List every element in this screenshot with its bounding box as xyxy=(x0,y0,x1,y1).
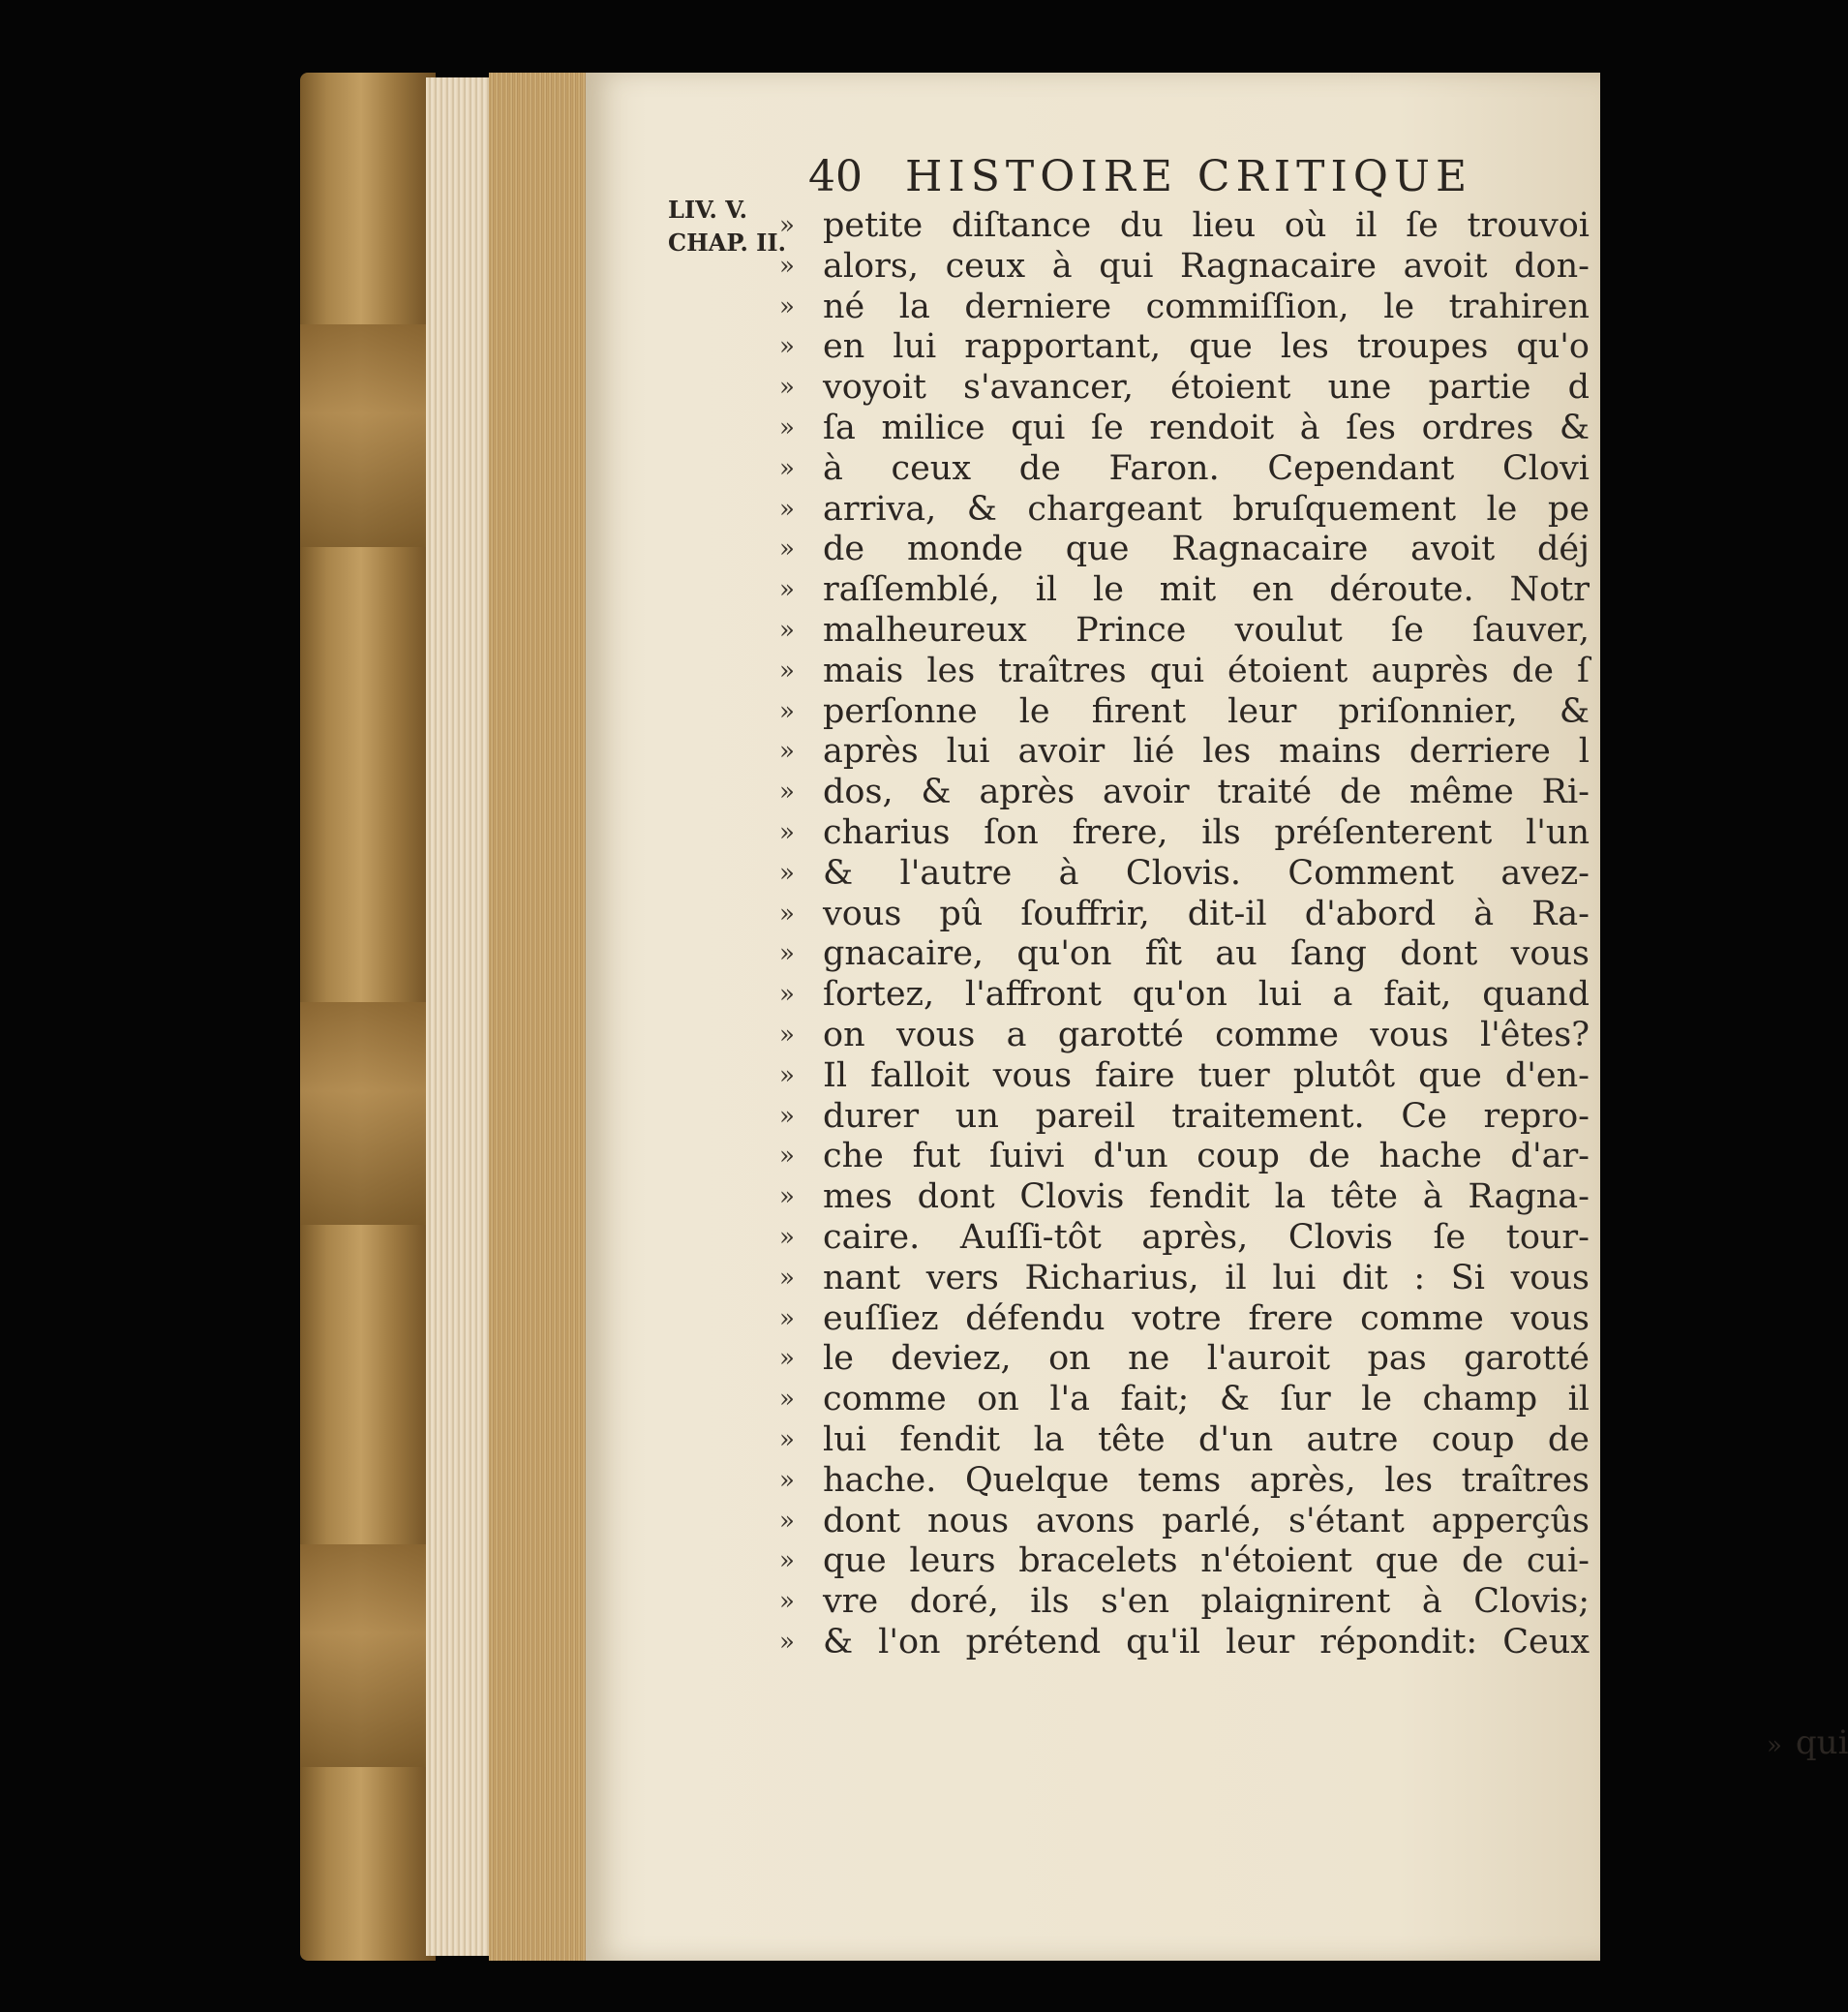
quote-mark: » xyxy=(779,1506,795,1536)
text-line xyxy=(779,652,1592,692)
line-text: alors, ceux à qui Ragnacaire avoit don- xyxy=(823,246,1590,286)
text-line xyxy=(779,1339,1592,1380)
quote-mark: » xyxy=(779,1222,795,1252)
line-text: hache. Quelque tems après, les traîtres xyxy=(823,1460,1590,1500)
cover-leather-strip xyxy=(300,1002,436,1225)
line-text: on vous a garotté comme vous l'êtes? xyxy=(823,1015,1590,1054)
page-fore-edge xyxy=(426,77,489,1956)
text-line xyxy=(779,1137,1592,1177)
line-text: vous pû ſouffrir, dit-il d'abord à Ra- xyxy=(823,894,1590,933)
quote-mark: » xyxy=(779,1303,795,1333)
text-line xyxy=(779,449,1592,490)
quote-mark: » xyxy=(779,939,795,969)
quote-mark: » xyxy=(779,291,795,321)
line-text: que leurs bracelets n'étoient que de cui- xyxy=(823,1541,1590,1581)
text-line xyxy=(779,247,1592,288)
page-number: 40 xyxy=(808,152,863,201)
line-text: nant vers Richarius, il lui dit : Si vous xyxy=(823,1258,1590,1297)
text-line xyxy=(779,530,1592,570)
page-stack xyxy=(489,73,595,1961)
text-line xyxy=(779,368,1592,409)
quote-mark: » xyxy=(779,575,795,605)
quote-mark: » xyxy=(779,858,795,888)
book-page xyxy=(586,73,1848,1961)
quote-mark: » xyxy=(779,1587,795,1617)
text-line xyxy=(779,288,1592,328)
open-book xyxy=(300,73,1848,1961)
text-line xyxy=(779,1299,1592,1340)
text-line xyxy=(779,206,1592,247)
quote-mark: » xyxy=(779,412,795,442)
line-text: comme on l'a fait; & ſur le champ il xyxy=(823,1380,1590,1419)
quote-mark: » xyxy=(779,534,795,564)
text-line xyxy=(779,854,1592,895)
line-text: le deviez, on ne l'auroit pas garotté xyxy=(823,1339,1590,1379)
body-text xyxy=(779,206,1592,1663)
text-line xyxy=(779,773,1592,813)
text-line xyxy=(779,1582,1592,1623)
line-text: Il falloit vous faire tuer plutôt que d'en- xyxy=(823,1055,1590,1095)
text-line xyxy=(779,1016,1592,1056)
line-text: gnacaire, qu'on fît au ſang dont vous xyxy=(823,934,1590,974)
line-text: che fut ſuivi d'un coup de hache d'ar- xyxy=(823,1137,1590,1176)
quote-mark: » xyxy=(779,1020,795,1050)
book-cover-edge xyxy=(300,73,436,1961)
text-line xyxy=(779,1461,1592,1502)
quote-mark: » xyxy=(779,1142,795,1172)
text-line xyxy=(779,934,1592,975)
line-text: ſortez, l'affront qu'on lui a fait, quand xyxy=(823,975,1590,1015)
text-line xyxy=(779,1623,1592,1663)
text-line xyxy=(779,895,1592,935)
quote-mark: » xyxy=(779,1101,795,1131)
quote-mark: » xyxy=(779,373,795,403)
quote-mark: » xyxy=(779,1424,795,1454)
line-text: en lui rapportant, que les troupes qu'o xyxy=(823,327,1590,367)
text-line xyxy=(779,327,1592,368)
cover-leather-strip xyxy=(300,324,436,547)
running-title: HISTOIRE CRITIQUE xyxy=(905,152,1473,201)
quote-mark: » xyxy=(779,696,795,726)
line-text: dos, & après avoir traité de même Ri- xyxy=(823,773,1590,812)
quote-mark: » xyxy=(779,332,795,362)
line-text: perſonne le firent leur priſonnier, & xyxy=(823,691,1590,731)
line-text: & l'on prétend qu'il leur répondit: Ceux xyxy=(823,1622,1590,1661)
text-line xyxy=(779,1056,1592,1097)
text-line xyxy=(779,1218,1592,1259)
text-line xyxy=(779,1380,1592,1420)
quote-mark: » xyxy=(779,494,795,524)
text-line xyxy=(779,975,1592,1016)
quote-mark: » xyxy=(1767,1731,1782,1760)
text-line xyxy=(779,1541,1592,1582)
text-line xyxy=(779,1502,1592,1542)
line-text: raſſemblé, il le mit en déroute. Notr xyxy=(823,570,1590,610)
text-line xyxy=(779,1420,1592,1461)
line-text: malheureux Prince voulut ſe ſauver, xyxy=(823,610,1590,650)
quote-mark: » xyxy=(779,1263,795,1293)
line-text: durer un pareil traitement. Ce repro- xyxy=(823,1096,1590,1136)
text-line xyxy=(779,490,1592,531)
quote-mark: » xyxy=(779,1182,795,1212)
quote-mark: » xyxy=(779,817,795,847)
cover-leather-strip xyxy=(300,1544,436,1767)
text-line xyxy=(779,732,1592,773)
line-text: vre doré, ils s'en plaignirent à Clovis; xyxy=(823,1582,1590,1622)
line-text: petite diſtance du lieu où il ſe trouvoi xyxy=(823,206,1590,245)
quote-mark: » xyxy=(779,1546,795,1576)
quote-mark: » xyxy=(779,777,795,808)
line-text: & l'autre à Clovis. Comment avez- xyxy=(823,853,1590,893)
quote-mark: » xyxy=(779,453,795,483)
quote-mark: » xyxy=(779,211,795,240)
line-text: arriva, & chargeant bruſquement le pe xyxy=(823,489,1590,529)
text-line xyxy=(779,1259,1592,1299)
line-text: après lui avoir lié les mains derriere l xyxy=(823,732,1590,772)
line-text: euſſiez défendu votre frere comme vous xyxy=(823,1298,1590,1338)
margin-chapter-number: CHAP. II. xyxy=(668,229,786,257)
line-text: à ceux de Faron. Cependant Clovi xyxy=(823,448,1590,488)
line-text: caire. Auſſi-tôt après, Clovis ſe tour- xyxy=(823,1217,1590,1257)
line-text: lui fendit la tête d'un autre coup de xyxy=(823,1419,1590,1459)
quote-mark: » xyxy=(779,899,795,929)
catchword xyxy=(1767,1723,1848,1762)
line-text: né la derniere commiſſion, le trahiren xyxy=(823,287,1590,326)
line-text: voyoit s'avancer, étoient une partie d xyxy=(823,368,1590,408)
quote-mark: » xyxy=(779,1344,795,1374)
quote-mark: » xyxy=(779,980,795,1010)
line-text: mais les traîtres qui étoient auprès de ſ xyxy=(823,651,1590,690)
quote-mark: » xyxy=(779,737,795,767)
text-line xyxy=(779,1097,1592,1138)
text-line xyxy=(779,611,1592,652)
text-line xyxy=(779,570,1592,611)
catchword-text: qui xyxy=(1795,1723,1848,1762)
text-line xyxy=(779,813,1592,854)
quote-mark: » xyxy=(779,655,795,686)
text-line xyxy=(779,692,1592,733)
page-header xyxy=(808,152,1621,210)
quote-mark: » xyxy=(779,251,795,281)
quote-mark: » xyxy=(779,1385,795,1415)
quote-mark: » xyxy=(779,1627,795,1657)
line-text: mes dont Clovis fendit la tête à Ragna- xyxy=(823,1177,1590,1217)
quote-mark: » xyxy=(779,1465,795,1495)
quote-mark: » xyxy=(779,1060,795,1090)
line-text: dont nous avons parlé, s'étant apperçûs xyxy=(823,1501,1590,1540)
quote-mark: » xyxy=(779,615,795,645)
line-text: ſa milice qui ſe rendoit à ſes ordres & xyxy=(823,408,1590,447)
margin-book-number: LIV. V. xyxy=(668,196,748,224)
text-line xyxy=(779,1177,1592,1218)
line-text: de monde que Ragnacaire avoit déj xyxy=(823,530,1590,569)
text-line xyxy=(779,409,1592,449)
line-text: charius ſon frere, ils préſenterent l'un xyxy=(823,812,1590,852)
